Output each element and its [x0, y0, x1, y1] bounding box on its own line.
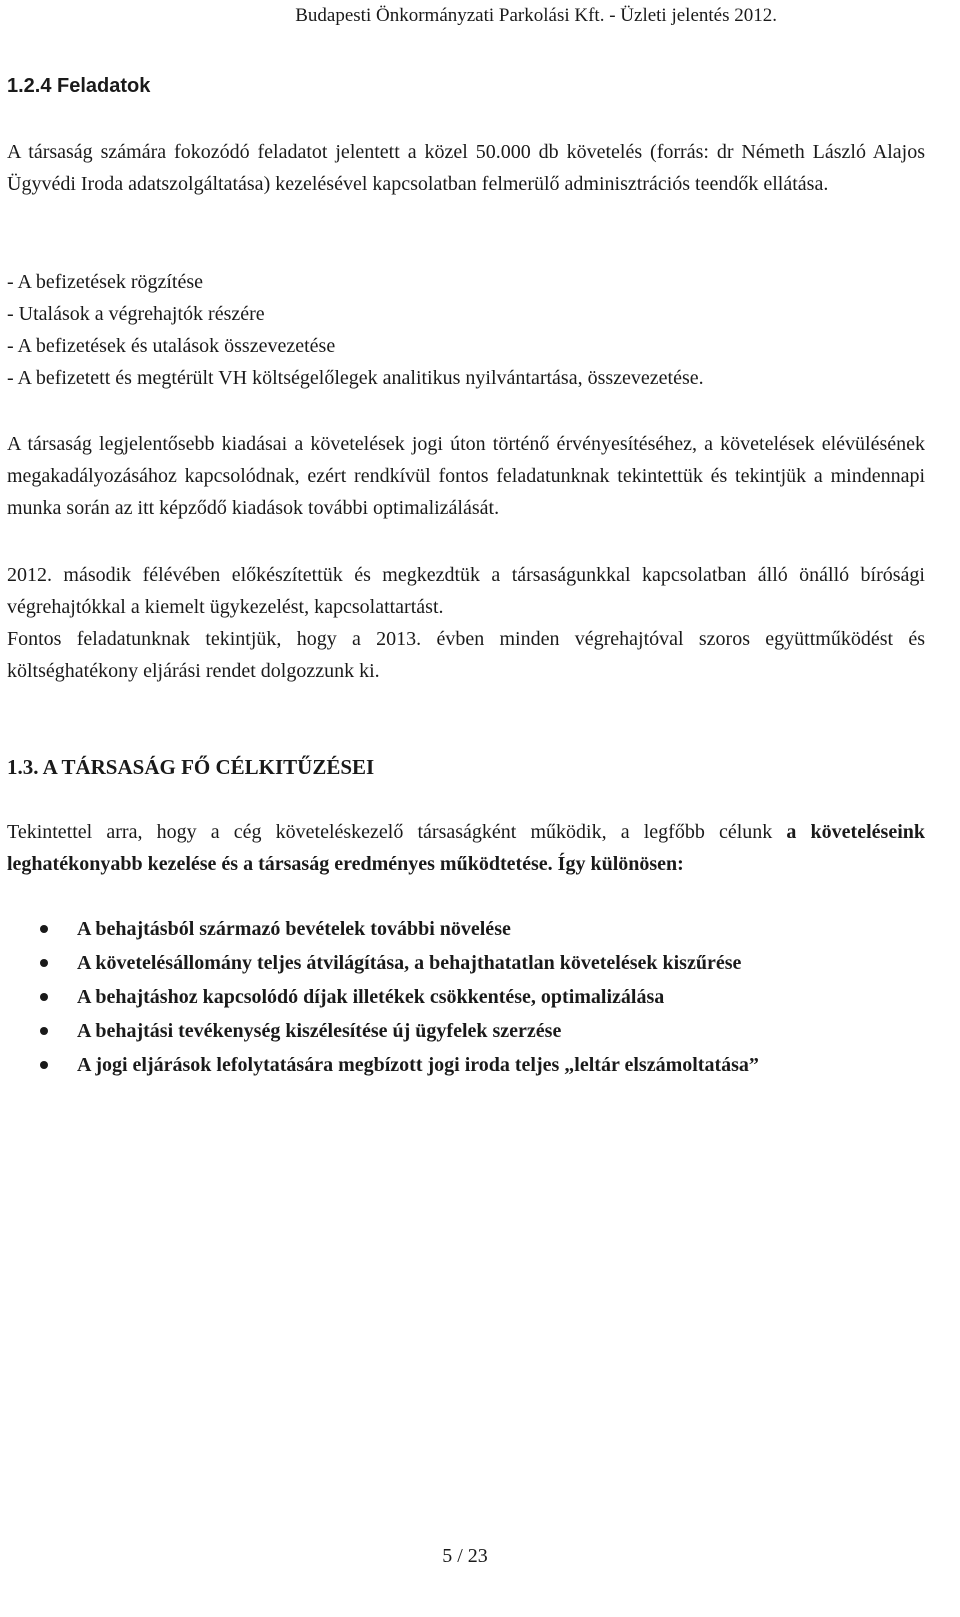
task-item: - A befizetett és megtérült VH költségelőlegek analitikus nyilvántartása, összevezetése.: [7, 367, 704, 389]
page-number: 5 / 23: [442, 1545, 488, 1567]
goals-intro-paragraph: [7, 816, 925, 880]
bailiffs-paragraph: 2012. második félévében előkészítettük és megkezdtük a társaságunkkal kapcsolatban álló önálló bírósági végrehajtókkal a kiemelt ügykezelést, kapcsolattartást.: [7, 564, 925, 618]
goal-item: [0, 980, 759, 1014]
intro-paragraph: A társaság számára fokozódó feladatot jelentett a közel 50.000 db követelés (forrás: dr Németh László Alajos Ügyvédi Iroda adatszolgáltatása) kezelésével kapcsolatban felmerülő adminisztrációs teendők ellátása.: [7, 141, 925, 195]
section-heading-celkituzesek: 1.3. A TÁRSASÁG FŐ CÉLKITŰZÉSEI: [7, 755, 375, 779]
goal-text: A követelésállomány teljes átvilágítása, a behajthatatlan követelések kiszűrése: [77, 952, 742, 974]
expenses-paragraph: A társaság legjelentősebb kiadásai a követelések jogi úton történő érvényesítéséhez, a követelések elévülésének megakadályozásához kapcsolódnak, ezért rendkívül fontos feladatunknak tekintettük és tekintjük a mindennapi munka során az itt képződő kiadások további optimalizálását.: [7, 433, 925, 519]
goal-text: A behajtáshoz kapcsolódó díjak illetékek csökkentése, optimalizálása: [77, 986, 665, 1008]
goal-item: [0, 1048, 759, 1082]
goal-item: [0, 1014, 759, 1048]
section-heading-feladatok: 1.2.4 Feladatok: [7, 75, 151, 97]
task-item: - Utalások a végrehajtók részére: [7, 303, 265, 325]
bullet-icon: [40, 1027, 48, 1035]
bullet-icon: [40, 925, 48, 933]
goal-item: [0, 912, 759, 946]
goals-list: [0, 912, 759, 1082]
goals-intro-bold: a követeléseink leghatékonyabb kezelése és a társaság eredményes működtetése. Így különösen:: [7, 821, 925, 875]
goal-text: A jogi eljárások lefolytatására megbízott jogi iroda teljes „leltár elszámoltatása”: [77, 1054, 759, 1076]
goal-item: [0, 946, 759, 980]
bullet-icon: [40, 993, 48, 1001]
bullet-icon: [40, 1061, 48, 1069]
bullet-icon: [40, 959, 48, 967]
document-header: Budapesti Önkormányzati Parkolási Kft. - Üzleti jelentés 2012.: [295, 5, 777, 26]
task-item: - A befizetések és utalások összevezetése: [7, 335, 336, 357]
goals-intro-plain: Tekintettel arra, hogy a cég követeléskezelő társaságként működik, a legfőbb célunk: [7, 821, 787, 843]
cooperation-paragraph: Fontos feladatunknak tekintjük, hogy a 2013. évben minden végrehajtóval szoros együttműködést és költséghatékony eljárási rendet dolgozzunk ki.: [7, 628, 925, 682]
goal-text: A behajtásból származó bevételek további növelése: [77, 918, 511, 940]
goal-text: A behajtási tevékenység kiszélesítése új ügyfelek szerzése: [77, 1020, 562, 1042]
task-item: - A befizetések rögzítése: [7, 271, 204, 293]
